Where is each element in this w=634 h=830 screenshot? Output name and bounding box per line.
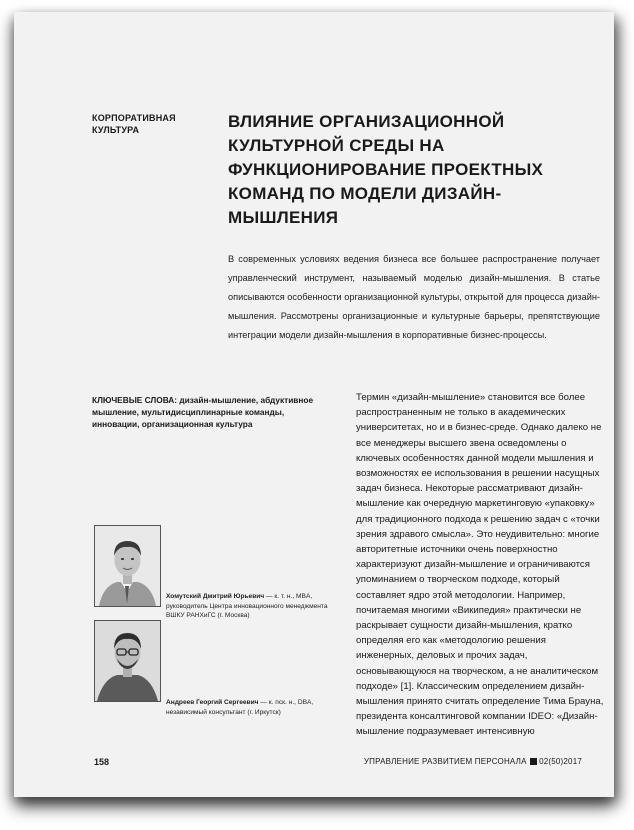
author-credentials: — к. пск. н., DBA, независимый консультант (г. Иркутск)	[166, 699, 314, 716]
section-label: КОРПОРАТИВНАЯ КУЛЬТУРА	[92, 113, 176, 135]
journal-name: УПРАВЛЕНИЕ РАЗВИТИЕМ ПЕРСОНАЛА	[363, 757, 527, 766]
journal-footer	[364, 757, 582, 766]
author-credentials: — к. т. н., MBA, руководитель Центра инновационного менеджмента ВШКУ РАНХиГС (г. Москва)	[166, 593, 328, 619]
magazine-page	[14, 12, 614, 797]
square-bullet-icon	[530, 758, 537, 765]
journal-issue: 02(50)2017	[539, 757, 582, 766]
keywords: КЛЮЧЕВЫЕ СЛОВА: дизайн-мышление, абдуктивное мышление, мультидисциплинарные команды, инновации, организационная культура	[92, 395, 314, 429]
author-photo-andreev	[94, 620, 161, 702]
author-bio-1	[166, 592, 344, 621]
author-name: Андреев Георгий Сергеевич	[166, 699, 259, 706]
article-title: ВЛИЯНИЕ ОРГАНИЗАЦИОННОЙ КУЛЬТУРНОЙ СРЕДЫ НА ФУНКЦИОНИРОВАНИЕ ПРОЕКТНЫХ КОМАНД ПО МОДЕЛИ ДИЗАЙН-МЫШЛЕНИЯ	[228, 112, 544, 227]
author-bio-2	[166, 698, 344, 717]
author-photo-khomutsky	[94, 525, 161, 607]
article-abstract: В современных условиях ведения бизнеса все большее распространение получает управленческий инструмент, называемый моделью дизайн-мышления. В статье описываются особенности организационной культуры, открытой для процесса дизайн-мышления. Рассмотрены организационные и культурные барьеры, препятствующие интеграции модели дизайн-мышления в корпоративные бизнес-процессы.	[228, 254, 600, 340]
author-name: Хомутский Дмитрий Юрьевич	[166, 593, 265, 600]
article-body: Термин «дизайн-мышление» становится все более распространенным не только в академических университетах, но и в бизнес-среде. Однако далеко не все менеджеры высшего звена осведомлены о ключевых особенностях данной модели мышления и возможностях ее использования в решении насущных задач бизнеса. Некоторые рассматривают дизайн-мышление как очередную маркетинговую «упаковку» для традиционного подхода к решению задач с «точки зрения здравого смысла». Это неудивительно: многие авторитетные источники очень поверхностно характеризуют дизайн-мышление и ограничиваются упоминанием о творческом подходе, который составляет ядро этой методологии. Например, почитаемая многими «Википедия» практически не раскрывает сущности дизайн-мышления, кратко определяя его как «методологию решения инженерных, деловых и прочих задач, основывающуюся на творческом, а не аналитическом подходе» [1]. Классическим определением дизайн-мышления принято считать определение Тима Брауна, президента консалтинговой компании IDEO: «Дизайн-мышление подразумевает интенсивную	[356, 392, 604, 738]
page-number: 158	[94, 757, 110, 767]
